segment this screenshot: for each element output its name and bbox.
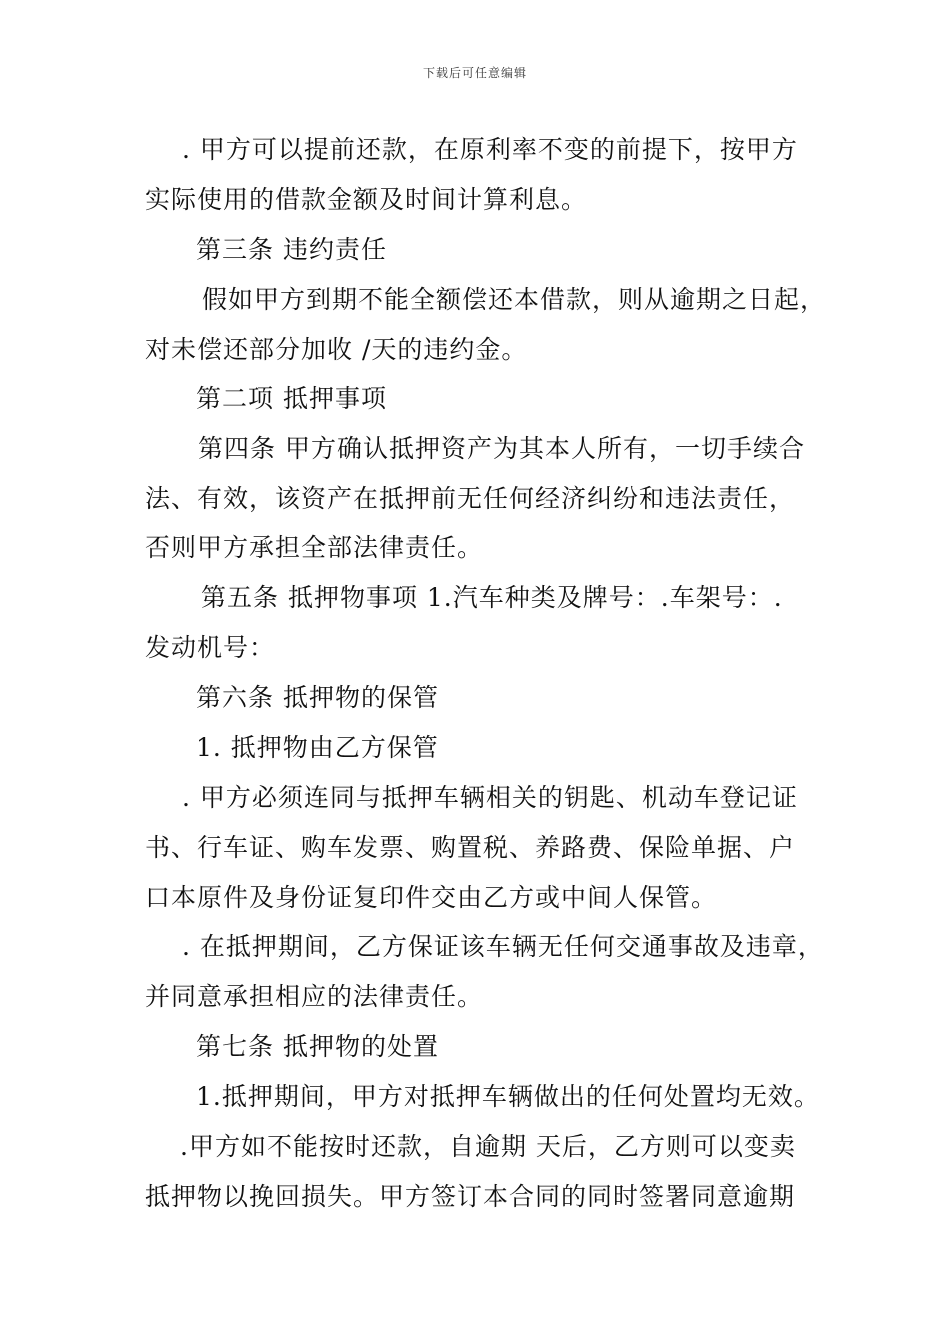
section-heading: 第三条 违约责任 — [196, 235, 387, 264]
text-line: 否则甲方承担全部法律责任。 — [145, 533, 484, 562]
text-line: . 甲方可以提前还款，在原利率不变的前提下，按甲方 — [182, 135, 798, 164]
section-heading: 第六条 抵押物的保管 — [196, 683, 439, 712]
text-line: 假如甲方到期不能全额偿还本借款，则从逾期之日起， — [202, 285, 827, 314]
text-line: 并同意承担相应的法律责任。 — [145, 982, 484, 1011]
text-line: 1.抵押期间，甲方对抵押车辆做出的任何处置均无效。 — [196, 1082, 820, 1111]
text-line: 实际使用的借款金额及时间计算利息。 — [145, 185, 588, 214]
header-note: 下载后可任意编辑 — [422, 66, 527, 80]
text-line: . 在抵押期间，乙方保证该车辆无任何交通事故及违章， — [182, 932, 824, 961]
section-heading: 第七条 抵押物的处置 — [196, 1032, 439, 1061]
text-line: 法、有效，该资产在抵押前无任何经济纠纷和违法责任， — [145, 484, 796, 513]
text-line: . 甲方必须连同与抵押车辆相关的钥匙、机动车登记证 — [182, 783, 798, 812]
text-line: 抵押物以挽回损失。甲方签订本合同的同时签署同意逾期 — [145, 1182, 796, 1211]
text-line: 第五条 抵押物事项 1.汽车种类及牌号：.车架号：. — [201, 583, 783, 612]
text-line: .甲方如不能按时还款，自逾期 天后，乙方则可以变卖 — [180, 1132, 796, 1161]
text-line: 口本原件及身份证复印件交由乙方或中间人保管。 — [145, 883, 718, 912]
section-heading: 第二项 抵押事项 — [196, 384, 387, 413]
text-line: 对未偿还部分加收 /天的违约金。 — [145, 335, 528, 364]
text-line: 1. 抵押物由乙方保管 — [196, 733, 439, 762]
text-line: 书、行车证、购车发票、购置税、养路费、保险单据、户 — [145, 833, 796, 862]
text-line: 第四条 甲方确认抵押资产为其本人所有，一切手续合 — [198, 434, 805, 463]
text-line: 发动机号： — [145, 633, 276, 662]
